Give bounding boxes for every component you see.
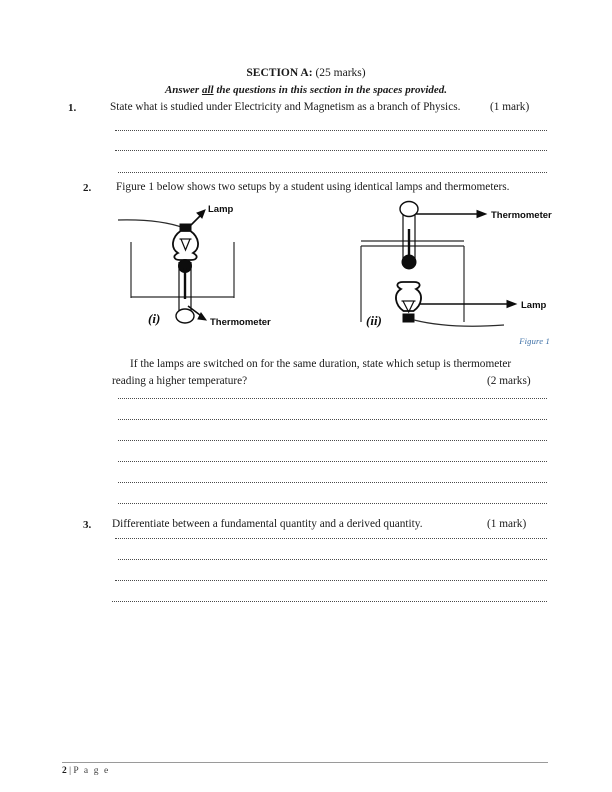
answer-line[interactable]: [118, 440, 547, 442]
question-2-text: Figure 1 below shows two setups by a student using identical lamps and thermometers.: [116, 181, 510, 193]
setup-ii-bulb: [396, 282, 421, 311]
setup-ii-thermometer-label: Thermometer: [491, 210, 552, 221]
setup-ii-lamp-label: Lamp: [521, 300, 547, 311]
setup-ii-roman-label: (ii): [366, 313, 382, 328]
setup-ii-therm-tip: [402, 255, 416, 269]
section-heading-label: SECTION A:: [246, 67, 313, 79]
setup-i-thermometer-label: Thermometer: [210, 317, 271, 328]
footer-divider: [62, 762, 548, 763]
answer-line[interactable]: [115, 150, 547, 152]
answer-line[interactable]: [112, 601, 547, 603]
setup-ii-lamp-cap: [403, 314, 414, 322]
question-1-text: State what is studied under Electricity and Magnetism as a branch of Physics.: [110, 101, 461, 113]
setup-i-roman-label: (i): [148, 311, 161, 326]
setup-ii-therm-bulb: [400, 202, 418, 217]
setup-i-lamp-label: Lamp: [208, 204, 234, 215]
footer-separator: |: [69, 766, 72, 776]
setup-ii-lamp-arrow-head: [507, 301, 516, 308]
figure-caption: Figure 1: [519, 336, 550, 346]
question-1-marks: (1 mark): [490, 101, 530, 113]
question-3-text: Differentiate between a fundamental quantity and a derived quantity.: [112, 518, 423, 530]
figure-1-drawing: [100, 196, 552, 336]
setup-i-group: [118, 210, 234, 323]
answer-line[interactable]: [115, 580, 547, 582]
answer-line[interactable]: [118, 461, 547, 463]
answer-line[interactable]: [115, 130, 547, 132]
footer-page-number: 2: [62, 766, 67, 776]
question-3-marks: (1 mark): [487, 518, 527, 530]
answer-line[interactable]: [118, 503, 547, 505]
setup-i-therm-bulb: [176, 309, 194, 323]
answer-line[interactable]: [115, 538, 547, 540]
footer-page-word: P a g e: [73, 766, 110, 776]
setup-i-lamp-wire: [118, 220, 184, 228]
answer-line[interactable]: [118, 172, 547, 174]
page-footer: [62, 766, 110, 776]
question-1-number: 1.: [68, 102, 77, 114]
setup-ii-lamp-wire: [414, 320, 504, 326]
question-3-number: 3.: [83, 519, 92, 531]
answer-line[interactable]: [118, 482, 547, 484]
section-instruction: [0, 83, 612, 97]
answer-line[interactable]: [118, 398, 547, 400]
setup-i-bulb: [173, 231, 198, 260]
figure-1: [100, 196, 552, 336]
question-2-followup-line-1: If the lamps are switched on for the same duration, state which setup is thermometer: [130, 358, 512, 370]
instruction-part-2: the questions in this section in the spaces provided.: [213, 84, 448, 96]
question-2-number: 2.: [83, 182, 92, 194]
answer-line[interactable]: [118, 559, 547, 561]
instruction-emphasis: all: [201, 84, 214, 96]
question-2-followup-line-2: reading a higher temperature?: [112, 375, 248, 387]
question-2-marks: (2 marks): [487, 375, 531, 387]
instruction-part-1: Answer: [164, 84, 202, 96]
answer-line[interactable]: [118, 419, 547, 421]
section-heading-marks: (25 marks): [312, 67, 366, 79]
setup-ii-therm-arrow-head: [477, 211, 486, 218]
section-heading: [0, 66, 612, 80]
